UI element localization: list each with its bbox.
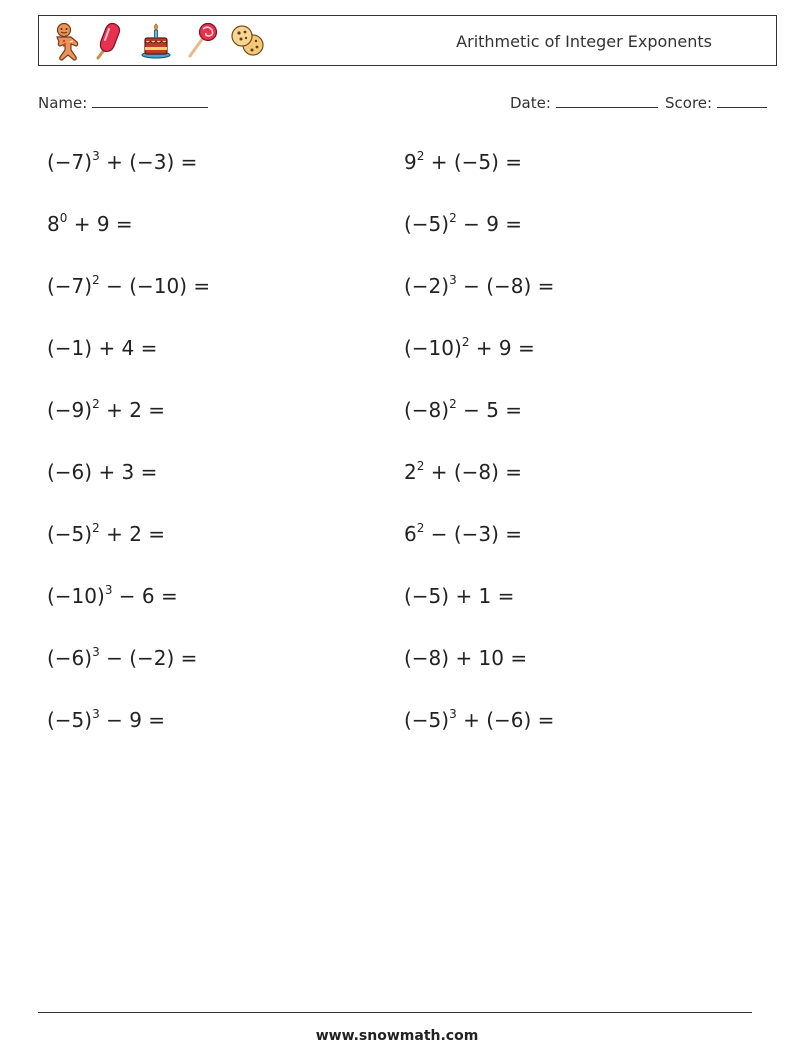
problem-left-4 (47, 334, 157, 362)
problem-base: (−10) (404, 336, 462, 360)
problem-right-6 (404, 458, 522, 486)
score-label: Score: (665, 94, 713, 112)
gingerbread-man-icon (43, 20, 85, 62)
problem-base: (−5) (404, 708, 450, 732)
header-icons (43, 20, 269, 62)
problem-rest: − 5 = (456, 398, 523, 422)
problem-rest: − (−3) = (424, 522, 523, 546)
problem-rest: + 9 = (469, 336, 535, 360)
problem-rest: − 9 = (456, 212, 523, 236)
name-label: Name: (38, 94, 88, 112)
problem-base: 8 (47, 212, 60, 236)
problem-exponent: 2 (416, 149, 425, 163)
problem-base: (−5) + 1 = (404, 584, 515, 608)
problem-exponent: 2 (449, 211, 457, 225)
problem-base: (−5) (47, 708, 93, 732)
score-blank[interactable] (717, 93, 767, 108)
problem-left-3 (47, 272, 210, 300)
problem-exponent: 2 (92, 521, 100, 535)
problem-base: 6 (404, 522, 417, 546)
problem-left-1 (47, 148, 197, 176)
problem-right-8 (404, 582, 514, 610)
lollipop-icon (181, 20, 223, 62)
problem-exponent: 3 (92, 645, 100, 659)
name-field[interactable] (38, 92, 208, 114)
problem-exponent: 3 (449, 707, 457, 721)
problem-left-7 (47, 520, 165, 548)
problem-rest: − 9 = (99, 708, 166, 732)
problem-base: (−8) + 10 = (404, 646, 528, 670)
worksheet-title: Arithmetic of Integer Exponents (456, 32, 712, 51)
problem-left-9 (47, 644, 197, 672)
problem-base: (−7) (47, 150, 93, 174)
problem-base: (−9) (47, 398, 93, 422)
problem-base: (−10) (47, 584, 105, 608)
cookies-icon (227, 20, 269, 62)
problem-exponent: 2 (92, 397, 100, 411)
score-field[interactable] (665, 92, 767, 114)
problem-rest: + (−6) = (456, 708, 555, 732)
problem-base: (−2) (404, 274, 450, 298)
problem-base: (−1) + 4 = (47, 336, 158, 360)
problem-exponent: 3 (92, 149, 100, 163)
problem-left-2 (47, 210, 133, 238)
popsicle-icon (89, 20, 131, 62)
problem-rest: − (−8) = (456, 274, 555, 298)
problem-rest: − (−10) = (99, 274, 211, 298)
problem-right-1 (404, 148, 522, 176)
problem-rest: + 2 = (99, 522, 166, 546)
problem-base: (−5) (47, 522, 93, 546)
problem-base: (−8) (404, 398, 450, 422)
problem-exponent: 0 (59, 211, 68, 225)
problem-exponent: 2 (416, 459, 425, 473)
date-field[interactable] (510, 92, 658, 114)
problem-rest: − (−2) = (99, 646, 198, 670)
date-label: Date: (510, 94, 551, 112)
problem-exponent: 3 (92, 707, 100, 721)
problem-rest: + 9 = (67, 212, 133, 236)
problem-left-10 (47, 706, 165, 734)
problem-base: (−7) (47, 274, 93, 298)
worksheet-header (38, 15, 777, 66)
problem-rest: + (−3) = (99, 150, 198, 174)
problem-base: (−5) (404, 212, 450, 236)
problem-base: (−6) + 3 = (47, 460, 158, 484)
footer-website: www.snowmath.com (315, 1028, 479, 1044)
problem-rest: + (−5) = (424, 150, 523, 174)
problem-exponent: 3 (449, 273, 457, 287)
problem-rest: + (−8) = (424, 460, 523, 484)
problem-base: 9 (404, 150, 417, 174)
problem-exponent: 2 (449, 397, 457, 411)
name-blank[interactable] (92, 93, 208, 108)
problem-exponent: 2 (461, 335, 470, 349)
problem-rest: + 2 = (99, 398, 166, 422)
birthday-cake-icon (135, 20, 177, 62)
problem-exponent: 3 (104, 583, 113, 597)
problem-left-6 (47, 458, 157, 486)
problem-right-4 (404, 334, 535, 362)
problem-base: 2 (404, 460, 417, 484)
problem-exponent: 2 (92, 273, 100, 287)
problem-left-5 (47, 396, 165, 424)
problem-right-7 (404, 520, 522, 548)
problem-exponent: 2 (416, 521, 425, 535)
problem-base: (−6) (47, 646, 93, 670)
problem-right-10 (404, 706, 554, 734)
problem-right-5 (404, 396, 522, 424)
problem-right-9 (404, 644, 527, 672)
problem-rest: − 6 = (112, 584, 178, 608)
date-blank[interactable] (556, 93, 658, 108)
problem-right-2 (404, 210, 522, 238)
problem-left-8 (47, 582, 178, 610)
footer-divider (38, 1012, 752, 1013)
problem-right-3 (404, 272, 554, 300)
